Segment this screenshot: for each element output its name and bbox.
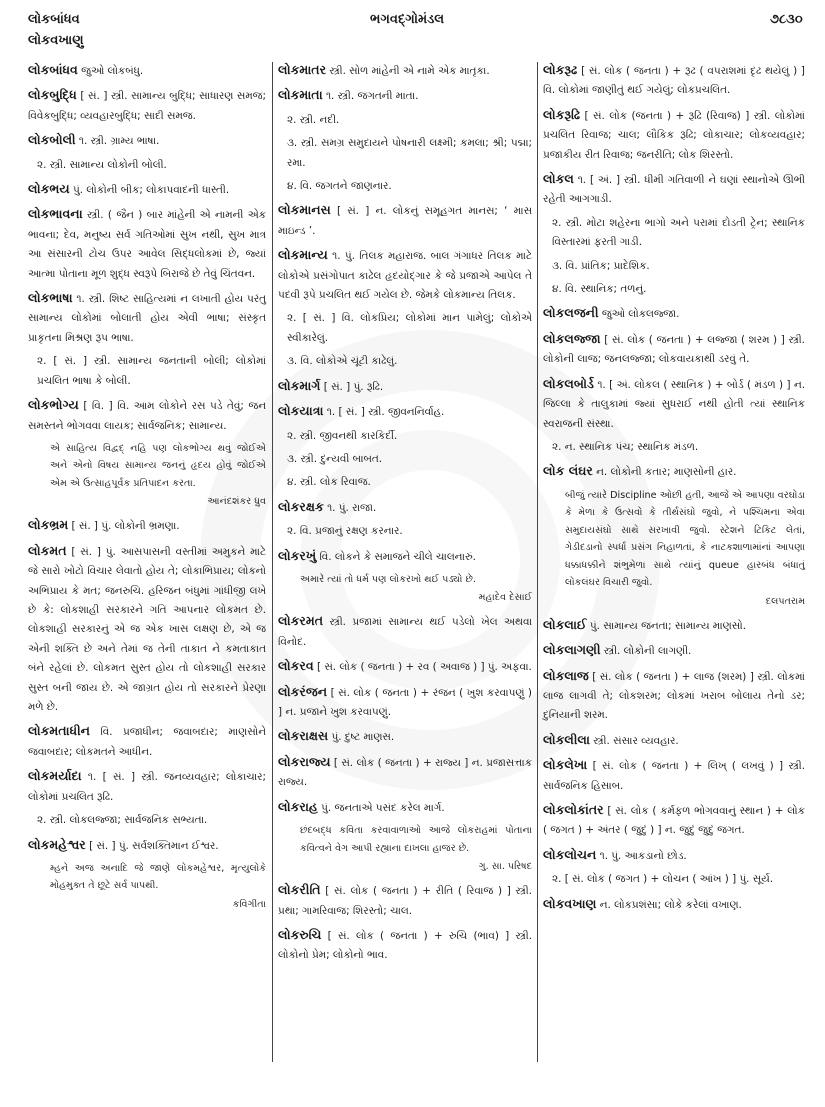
definition: [ સં. ] પું. આસપાસની વસ્તીમાં અમુકને માટે જે સારો ખોટો વિચાર લેવાતો હોય તે; લોકાભિપ્રાય; લોકનો અભિપ્રાય કે મત; જનરુચિ. હરિજન બંધુમાં ગાંધીજી લખે છે કે: લોકશાહી સરકારને ગતિ આપનાર લોકમત છે. લોકશાહી સરકારનું એ જ એક ખાસ લક્ષણ છે, એ જ એની શક્તિ છે અને તેમાં જ તેની તાકાત ને કમતાકાત બંને રહેલાં છે. લોકમત સુસ્ત હોય તો લોકશાહી સરકાર સુસ્ત બની જાય છે. એ જાગ્રત હોય તો સરકારને પ્રેરણા મળે છે.: [28, 545, 266, 714]
dictionary-entry: [543, 303, 805, 324]
headword: લોકવખાણ: [543, 895, 597, 911]
quotation-attribution: કવિગીતા: [232, 898, 266, 910]
sense-definition: ૨. [ સં. ] વિ. લોકપ્રિય; લોકોમાં માન પામેલું; લોકોએ સ્વીકારેલું.: [287, 312, 532, 344]
guide-word-first: લોકબાંધવ: [28, 12, 80, 27]
definition: પું. લોકોની બીક; લોકાપવાદની ધાસ્તી.: [72, 184, 230, 197]
dictionary-entry: [543, 169, 805, 210]
dictionary-entry: [543, 755, 805, 796]
dictionary-entry: [278, 85, 532, 106]
headword: લોકમાર્ગ: [278, 377, 321, 393]
headword: લોકલોચન: [543, 846, 597, 862]
dictionary-entry: [543, 461, 805, 482]
guide-word-last: લોકવખાણુ: [28, 33, 84, 48]
dictionary-entry: [543, 800, 805, 841]
definition: સ્ત્રી. લોકોની લાગણી.: [603, 645, 692, 658]
definition: [ સં. ] પું. સર્વશક્તિમાન ઈશ્વર.: [89, 839, 219, 852]
dictionary-entry: [278, 200, 532, 241]
sense-definition: ૩. વિ. પ્રાંતિક; પ્રાદેશિક.: [552, 259, 650, 272]
headword: લોકરાક્ષસ: [278, 728, 329, 744]
headword: લોકરુચિ: [278, 926, 322, 942]
definition: ન. લોકોની કતાર; માણસોની હાર.: [596, 466, 737, 479]
headword: લોકરાહ: [278, 798, 318, 814]
usage-quotation: એ સાહિત્ય વિદ્વદ્ નહિ પણ લોકભોગ્ય થવું જોઈએ અને એનો વિષય સામાન્ય જનનું હૃદય હોવું જોઈએ એમ એ ઉત્સાહપૂર્વક પ્રતિપાદન કરતા.: [50, 442, 266, 489]
page-number: ૭૮૩૦: [770, 12, 803, 27]
sense-definition: ૨. સ્ત્રી. નદી.: [287, 113, 340, 126]
definition: વિ. લોકને કે સમાજને ચીલે ચાલનારું.: [319, 550, 476, 563]
dictionary-entry: [28, 721, 266, 762]
sense-definition: ૨. વિ. પ્રજાનું રક્ષણ કરનાર.: [287, 525, 403, 538]
page-title: ભગવદ્ગોમંડલ: [370, 12, 445, 27]
headword: લોકલજની: [543, 305, 599, 321]
definition: ૧. [ સં. ] સ્ત્રી. જનવ્યવહાર; લોકાચાર; લોકોમાં પ્રચલિત રૂઢિ.: [28, 771, 266, 803]
dictionary-entry: [278, 752, 532, 793]
definition: ૧. [ અં. ] સ્ત્રી. ધીમી ગતિવાળી ને ઘણાં સ્થાનોએ ઊભી રહેતી આગગાડી.: [543, 174, 805, 206]
headword: લોકલબોર્ડ: [543, 375, 594, 391]
sense-definition: ૩. વિ. લોકોએ ચૂંટી કાઢેલું.: [287, 355, 398, 368]
sense-definition: ૨. [ સં. ] સ્ત્રી. સામાન્ય જનતાની બોલી; લોકોમાં પ્રચલિત ભાષા કે બોલી.: [37, 355, 266, 387]
definition: [ સં. ] ન. લોકનું સમૂહગત માનસ; ‘ માસ માઇન્ડ ’.: [278, 205, 532, 237]
quotation-attribution: ગુ. સા. પરિષદ: [478, 861, 532, 873]
definition: પું. જનતાએ પસંદ કરેલ માર્ગ.: [321, 801, 445, 814]
definition: પું. દુષ્ટ માણસ.: [331, 731, 395, 744]
sense-definition: ૨. સ્ત્રી. મોટા શહેરના ભાગો અને પરામાં દોડતી ટ્રેન; સ્થાનિક વિસ્તારમાં ફરતી ગાડી.: [552, 216, 805, 249]
sense-definition: ૨. સ્ત્રી. સામાન્ય લોકોની બોલી.: [37, 158, 167, 171]
definition: ૧. સ્ત્રી. શિષ્ટ સાહિત્યમાં ન લખાતી હોય પરંતુ સામાન્ય લોકોમાં બોલાતી હોય એવી ભાષા; સંસ્કૃત પ્રાકૃતના મિશ્રણ રૂપ ભાષા.: [28, 293, 266, 344]
headword: લોકભાવના: [28, 206, 83, 222]
dictionary-entry: [278, 376, 532, 397]
dictionary-entry: [278, 60, 532, 81]
definition: ૧. સ્ત્રી. જગતની માતા.: [325, 90, 419, 103]
definition: ૧. પું. તિલક મહારાજ. બાલ ગંગાધર તિલક માટે લોકોએ પ્રસંગોપાત કાઢેલ હૃદયોદ્ગાર કે જે પ્રજાએ આપેલ તે પદવી રૂપે પ્રચલિત થઈ ગયેલ છે. જેમકે લોકમાન્ય તિલક.: [278, 250, 532, 302]
definition: [ સં. લોક ( જનતા ) + રવ ( અવાજ ) ] પું. અફવા.: [316, 661, 532, 674]
dictionary-entry: [278, 797, 532, 818]
headword: લોકરૂઢિ: [543, 106, 581, 122]
definition: પું. સામાન્ય જનતા; સામાન્ય માણસો.: [589, 619, 747, 632]
headword: લોકરંજન: [278, 683, 328, 699]
definition: [ સં. લોક ( જનતા ) + રંજન ( ખુશ કરવાપણું ) ] ન. પ્રજાને ખુશ કરવાપણું.: [278, 686, 532, 719]
definition: [ સં. ] પું. રૂઢિ.: [323, 380, 384, 393]
dictionary-entry: [543, 640, 805, 661]
page-header: [0, 0, 825, 60]
headword: લોકમર્યાદા: [28, 768, 82, 784]
headword: લોક લંઘર: [543, 463, 593, 479]
headword: લોકરાજ્ય: [278, 753, 331, 769]
dictionary-entry: [543, 374, 805, 434]
dictionary-entry: [543, 730, 805, 751]
dictionary-entry: [278, 726, 532, 747]
headword: લોકલેખા: [543, 757, 588, 773]
dictionary-entry: [278, 245, 532, 305]
definition: વિ. પ્રજાધીન; જવાબદાર; માણસોને જવાબદાર; લોકમતને આધીન.: [28, 726, 266, 758]
definition: સ્ત્રી. સોળ માંહેની એ નામે એક માતૃકા.: [329, 65, 490, 77]
quotation-attribution: મહાદેવ દેસાઈ: [478, 592, 532, 604]
dictionary-entry: [543, 60, 805, 101]
usage-quotation: અમારે ત્યાં તો ધર્મ પણ લોકરખો થઈ પડ્યો છે.: [300, 573, 476, 585]
headword: લોકમાન્ય: [278, 247, 328, 263]
definition: [ સં. લોક (જનતા ) + રૂઢિ (રિવાજ) ] સ્ત્રી. લોકોમાં પ્રચલિત રિવાજ; ચાલ; લૌકિક રૂઢિ; લોકાચાર; લોકવ્યવહાર; પ્રજાકીય રીત રિવાજ; જનરીતિ; લોક શિરસ્તો.: [543, 109, 805, 161]
definition: [ સં. લોક ( જનતા ) + લિખ્ ( લખવું ) ] સ્ત્રી. સાર્વજનિક હિસાબ.: [543, 760, 805, 792]
definition: સ્ત્રી. સંસાર વ્યવહાર.: [593, 734, 679, 747]
dictionary-entry: [278, 611, 532, 652]
headword: લોકમાનસ: [278, 202, 331, 218]
headword: લોકલાઈ: [543, 616, 587, 632]
headword: લોકરીતિ: [278, 882, 321, 898]
headword: લોકબાંધવ: [28, 62, 78, 77]
dictionary-entry: [543, 666, 805, 726]
usage-quotation: મ્હને અજ અનાદિ જે જાણે લોકમહેશ્વર, મૃત્યુલોકે મોહમુક્ત તે છૂટે સર્વ પાપથી.: [50, 862, 266, 892]
headword: લોકરૂઢ: [543, 62, 578, 77]
headword: લોકમહેશ્વર: [28, 836, 86, 852]
headword: લોકયાત્રા: [278, 403, 324, 419]
definition: [ સં. લોક ( જનતા ) + રૂઢ ( વપરાશમાં દૃઢ થયેલું ) ] વિ. લોકોમાં જાણીતું થઈ ગયેલું; લોકપ્રચલિત.: [543, 65, 805, 97]
dictionary-entry: [543, 105, 805, 165]
headword: લોકબોલી: [28, 132, 76, 148]
headword: લોકલોકાંતર: [543, 801, 604, 817]
column-3: [543, 60, 805, 919]
definition: સ્ત્રી. પ્રજામાં સામાન્ય થઈ પડેલો ખેલ અથવા વિનોદ.: [278, 616, 532, 648]
definition: જુઓ લોકબંધુ.: [81, 65, 144, 77]
dictionary-entry: [28, 515, 266, 536]
headword: લોકભાષા: [28, 290, 73, 306]
usage-quotation: બીજું ત્યારે Discipline ઓછી હતી, આજે એ આપણા વરઘોડા કે મેળા કે ઉત્સવો કે તીર્થસંઘો જુવો, ને પશ્ચિમના એવા સમુદાયસંઘો સાથે સરખાવી જુવો. સ્ટેશને ટિકિટ લેતાં, ગેડીદડાનો સ્પર્ધા પ્રસંગ નિહાળતાં, કે નાટકશાળામાંનાં આપણા ધક્કાધક્કીને શંભુમેળા સાથે ત્યાંનું queue હારબંધ બંધાતું લોકલંઘર વિચારી જુવો.: [565, 489, 805, 589]
definition: [ સં. લોક ( જનતા ) + રીતિ ( રિવાજ ) ] સ્ત્રી. પ્રથા; ગામરિવાજ; શિરસ્તો; ચાલ.: [278, 885, 532, 917]
dictionary-entry: [28, 204, 266, 284]
column-1: [28, 60, 266, 918]
dictionary-entry: [278, 546, 532, 567]
dictionary-entry: [278, 401, 532, 422]
dictionary-entry: [28, 766, 266, 807]
headword: લોકલ: [543, 171, 574, 187]
column-2: [278, 60, 532, 970]
dictionary-entry: [28, 395, 266, 436]
sense-definition: ૩. સ્ત્રી. સમગ્ર સમુદાયને પોષનારી લક્ષ્મી; કમલા; શ્રી; પદ્મા; રમા.: [287, 137, 532, 169]
headword: લોકબુદ્ધિ: [28, 87, 77, 103]
definition: [ સં. લોક ( જનતા ) + લાજ (શરમ) ] સ્ત્રી. લોકમાં લાજ લાગવી તે; લોકશરમ; લોકમાં ખરાબ બોલાય તેનો ડર; દુનિયાની શરમ.: [543, 670, 805, 722]
definition: [ સં. ] પું. લોકોની ભ્રમણા.: [71, 520, 180, 533]
dictionary-entry: [28, 288, 266, 348]
headword: લોકરમત: [278, 613, 323, 629]
definition: ૧. [ અં. લોકલ ( સ્થાનિક ) + બોર્ડ ( મંડળ ) ] ન. જિલ્લા કે તાલુકામાં જ્યાં સુધરાઈ નથી હોતી ત્યાં સ્થાનિક સ્વરાજની સંસ્થા.: [543, 378, 805, 430]
definition: ૧. સ્ત્રી. ગ્રામ્ય ભાષા.: [78, 135, 160, 148]
dictionary-entry: [28, 85, 266, 126]
sense-definition: ૪. સ્ત્રી. લોક રિવાજ.: [287, 476, 371, 489]
dictionary-entry: [543, 845, 805, 866]
definition: [ સં. લોક ( જનતા ) + રાજ્ય ] ન. પ્રજાસત્તાક રાજ્ય.: [278, 756, 532, 789]
sense-definition: ૩. સ્ત્રી. દુન્યવી બાબત.: [287, 452, 383, 465]
dictionary-entry: [278, 880, 532, 921]
headword: લોકલાગણી: [543, 642, 601, 658]
dictionary-entry: [278, 682, 532, 723]
quotation-attribution: દલપતરામ: [765, 595, 805, 607]
sense-definition: ૪. વિ. સ્થાનિક; તળનું.: [552, 283, 647, 296]
dictionary-entry: [543, 615, 805, 636]
dictionary-entry: [278, 656, 532, 677]
sense-definition: ૨. [ સં. લોક ( જગત ) + લોચન ( આંખ ) ] પું. સૂર્ય.: [552, 873, 774, 886]
sense-definition: ૨. સ્ત્રી. લોકલજ્જા; સાર્વજનિક સભ્યતા.: [37, 814, 208, 827]
headword: લોકમાતર: [278, 62, 327, 77]
headword: લોકરક્ષક: [278, 498, 324, 514]
headword: લોકરવ: [278, 658, 314, 674]
definition: [ વિ. ] વિ. આમ લોકોને રસ પડે તેવું; જન સમસ્તને ભોગવવા લાયક; સાર્વજનિક; સામાન્ય.: [28, 400, 266, 432]
headword: લોકભ્રમ: [28, 517, 69, 533]
dictionary-entry: [28, 60, 266, 81]
quotation-attribution: આનંદશંકર ધ્રુવ: [207, 496, 266, 508]
dictionary-entry: [28, 541, 266, 718]
definition: [ સં. લોક ( જનતા ) + રુચિ (ભાવ) ] સ્ત્રી. લોકોનો પ્રેમ; લોકોનો ભાવ.: [278, 929, 532, 962]
dictionary-entry: [543, 329, 805, 370]
headword: લોકલીલા: [543, 731, 590, 747]
column-divider: [537, 62, 538, 1062]
definition: ૧. [ સં. ] સ્ત્રી. જીવનનિર્વાહ.: [326, 406, 445, 419]
definition: [ સં. લોક ( કર્મફળ ભોગવવાનું સ્થાન ) + લોક ( જગત ) + અંતર ( જુદું ) ] ન. જુદું જુદું જગત.: [543, 804, 805, 837]
sense-definition: ૨. ન. સ્થાનિક પંચ; સ્થાનિક મંડળ.: [552, 440, 699, 453]
dictionary-entry: [543, 894, 805, 915]
headword: લોકરખું: [278, 547, 317, 563]
definition: ૧. પું. રાજા.: [327, 501, 377, 514]
dictionary-entry: [278, 925, 532, 966]
dictionary-entry: [28, 835, 266, 856]
definition: સ્ત્રી. ( જૈન ) બાર માંહેની એ નામની એક ભાવના; દેવ, મનુષ્ય સર્વ ગતિઓમાં સુખ નથી, સુખ માત્ર આ સંસારની ટોચ ઉપર આવેલ સિદ્ધલોકમાં છે, જ્યાં આત્મા પોતાના મૂળ શુદ્ધ સ્વરૂપે બિરાજે છે તેવું ચિંતવન.: [28, 209, 266, 280]
dictionary-entry: [28, 130, 266, 151]
dictionary-entry: [278, 497, 532, 518]
headword: લોકભોગ્ય: [28, 397, 79, 413]
headword: લોકમતાધીન: [28, 723, 90, 739]
headword: લોકભય: [28, 181, 70, 197]
headword: લોકમત: [28, 542, 67, 558]
definition: [ સં. ] સ્ત્રી. સામાન્ય બુદ્ધિ; સાધારણ સમજ; વિવેકબુદ્ધિ; વ્યવહારબુદ્ધિ; સાદી સમજ.: [28, 90, 266, 122]
definition: ૧. પું. આકડાનો છોડ.: [599, 849, 687, 862]
dictionary-entry: [28, 179, 266, 200]
usage-quotation: છંદબદ્ધ કવિતા કરવાવાળાઓ આજે લોકરાહમાં પોતાના કવિત્વને વેગ આપી રહ્યાના દાખલા હાજર છે.: [300, 825, 532, 854]
headword: લોકમાતા: [278, 87, 323, 103]
definition: [ સં. લોક ( જનતા ) + લજ્જા ( શરમ ) ] સ્ત્રી. લોકોની લાજ; જનલજ્જા; લોકવાયકાથી ડરવું તે.: [543, 333, 805, 366]
definition: ન. લોકપ્રશંસા; લોકે કરેલાં વખાણ.: [599, 898, 742, 911]
sense-definition: ૨. સ્ત્રી. જીવનથી કારકિર્દી.: [287, 429, 398, 442]
sense-definition: ૪. વિ. જગતને જાણનાર.: [287, 180, 392, 193]
definition: જુઓ લોકલજ્જા.: [601, 308, 680, 321]
column-divider: [272, 62, 273, 1062]
headword: લોકલજ્જા: [543, 330, 601, 346]
headword: લોકલાજ: [543, 667, 589, 683]
